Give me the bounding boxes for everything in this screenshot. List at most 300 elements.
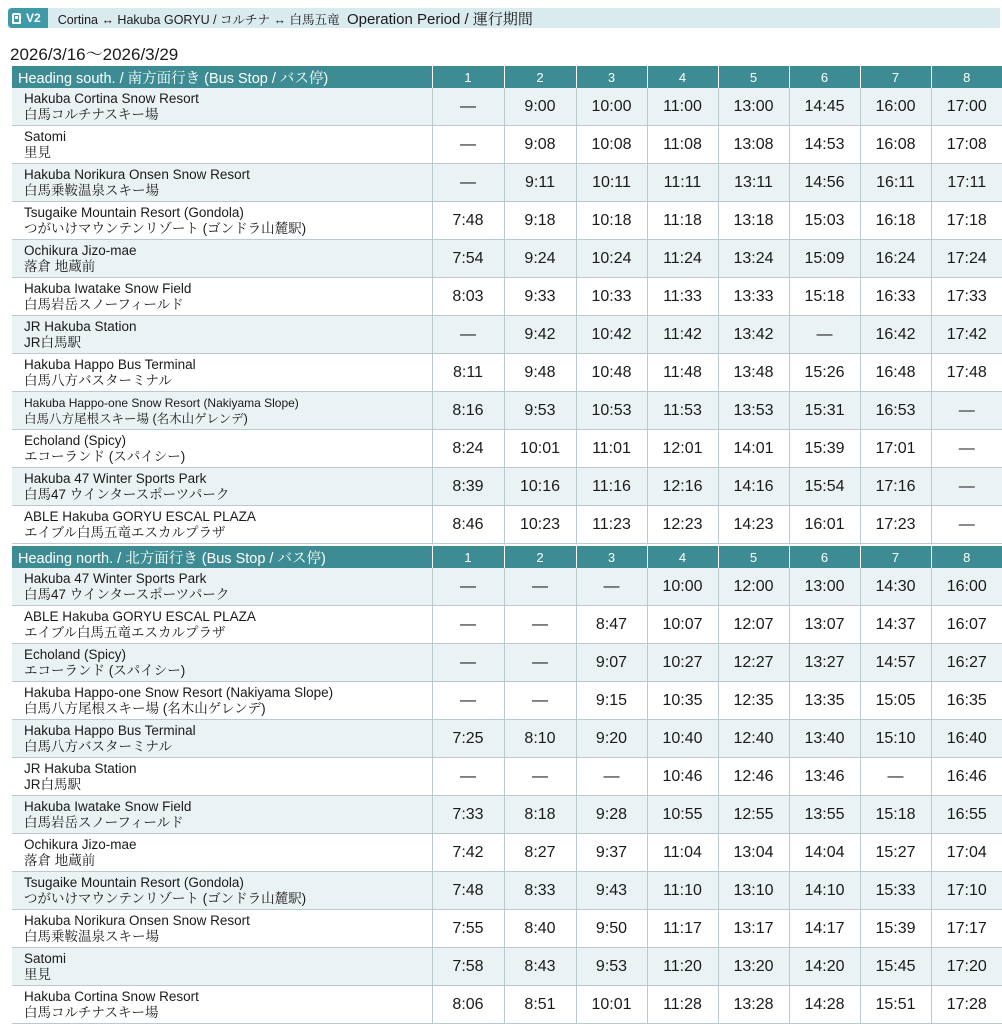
departure-time: 13:07: [789, 606, 860, 644]
timetable-row: [12, 164, 1002, 202]
bus-stop-name-en: Tsugaike Mountain Resort (Gondola): [24, 874, 244, 890]
bus-stop-name-ja: 白馬岩岳スノーフィールド: [24, 296, 184, 312]
trip-number-header: 8: [931, 66, 1002, 88]
departure-time: 11:10: [647, 872, 718, 910]
departure-time: 12:16: [647, 468, 718, 506]
departure-time: 9:24: [504, 240, 576, 278]
timetable-row: [12, 910, 1002, 948]
northbound-timetable: [12, 546, 1002, 1024]
trip-number-header: 5: [718, 66, 789, 88]
departure-time: 16:08: [860, 126, 931, 164]
departure-time: 17:08: [931, 126, 1002, 164]
bus-stop-name: [12, 568, 432, 606]
timetable-row: [12, 202, 1002, 240]
departure-time: 14:45: [789, 88, 860, 126]
departure-time: 10:35: [647, 682, 718, 720]
timetable-row: [12, 88, 1002, 126]
departure-time: 14:23: [718, 506, 789, 544]
departure-time: 15:54: [789, 468, 860, 506]
departure-time: —: [432, 126, 504, 164]
departure-time: 15:45: [860, 948, 931, 986]
bus-stop-name-ja: 落倉 地蔵前: [24, 852, 96, 868]
timetable-row: [12, 606, 1002, 644]
departure-time: 17:00: [931, 88, 1002, 126]
bus-stop-name-ja: エイブル白馬五竜エスカルプラザ: [24, 524, 226, 540]
departure-time: 15:31: [789, 392, 860, 430]
departure-time: 10:40: [647, 720, 718, 758]
departure-time: 15:33: [860, 872, 931, 910]
route-header-bar: [8, 8, 1000, 28]
trip-number-header: 5: [718, 546, 789, 568]
departure-time: 14:01: [718, 430, 789, 468]
departure-time: 8:18: [504, 796, 576, 834]
departure-time: —: [931, 430, 1002, 468]
bus-stop-name-en: Ochikura Jizo-mae: [24, 836, 137, 852]
bus-stop-name-ja: JR白馬駅: [24, 776, 81, 792]
trip-number-header: 2: [504, 66, 576, 88]
departure-time: 11:48: [647, 354, 718, 392]
departure-time: 9:43: [576, 872, 647, 910]
departure-time: 12:40: [718, 720, 789, 758]
departure-time: 11:16: [576, 468, 647, 506]
departure-time: 9:37: [576, 834, 647, 872]
departure-time: 13:27: [789, 644, 860, 682]
departure-time: —: [576, 758, 647, 796]
bus-stop-name: [12, 506, 432, 544]
departure-time: —: [432, 758, 504, 796]
departure-time: 12:23: [647, 506, 718, 544]
direction-heading: Heading south. / 南方面行き (Bus Stop / バス停): [12, 66, 432, 88]
bus-stop-name: [12, 682, 432, 720]
departure-time: —: [432, 644, 504, 682]
trip-number-header: 1: [432, 66, 504, 88]
bus-stop-name-ja: 白馬岩岳スノーフィールド: [24, 814, 184, 830]
departure-time: 10:53: [576, 392, 647, 430]
bus-stop-name-ja: 白馬47 ウインタースポーツパーク: [24, 586, 230, 602]
departure-time: 9:15: [576, 682, 647, 720]
departure-time: 17:04: [931, 834, 1002, 872]
bus-stop-name-en: JR Hakuba Station: [24, 760, 137, 776]
departure-time: 9:28: [576, 796, 647, 834]
departure-time: 14:04: [789, 834, 860, 872]
departure-time: 15:10: [860, 720, 931, 758]
bus-stop-name: [12, 986, 432, 1024]
departure-time: 14:16: [718, 468, 789, 506]
departure-time: 17:16: [860, 468, 931, 506]
departure-time: 11:24: [647, 240, 718, 278]
trip-number-header: 8: [931, 546, 1002, 568]
departure-time: 10:24: [576, 240, 647, 278]
bus-stop-name: [12, 202, 432, 240]
bus-stop-name-ja: JR白馬駅: [24, 334, 81, 350]
departure-time: 10:07: [647, 606, 718, 644]
departure-time: 9:07: [576, 644, 647, 682]
departure-time: 16:00: [931, 568, 1002, 606]
departure-time: 8:33: [504, 872, 576, 910]
departure-time: 13:28: [718, 986, 789, 1024]
departure-time: 15:27: [860, 834, 931, 872]
departure-time: 7:54: [432, 240, 504, 278]
trip-number-header: 4: [647, 546, 718, 568]
bus-stop-name: [12, 126, 432, 164]
departure-time: 9:20: [576, 720, 647, 758]
bus-stop-name: [12, 88, 432, 126]
bus-stop-name-en: Hakuba Norikura Onsen Snow Resort: [24, 166, 250, 182]
bus-stop-name: [12, 392, 432, 430]
departure-time: 15:09: [789, 240, 860, 278]
departure-time: 16:33: [860, 278, 931, 316]
departure-time: 15:05: [860, 682, 931, 720]
departure-time: 15:18: [860, 796, 931, 834]
departure-time: 14:17: [789, 910, 860, 948]
departure-time: 16:48: [860, 354, 931, 392]
departure-time: 7:55: [432, 910, 504, 948]
departure-time: 10:01: [576, 986, 647, 1024]
departure-time: 16:42: [860, 316, 931, 354]
bus-stop-name-en: Echoland (Spicy): [24, 432, 127, 448]
departure-time: 7:25: [432, 720, 504, 758]
route-title: [58, 8, 533, 29]
departure-time: 17:01: [860, 430, 931, 468]
departure-time: 14:56: [789, 164, 860, 202]
departure-time: —: [504, 682, 576, 720]
bus-stop-name-ja: 白馬コルチナスキー場: [24, 1004, 159, 1020]
departure-time: 13:11: [718, 164, 789, 202]
bus-stop-name-en: JR Hakuba Station: [24, 318, 137, 334]
departure-time: 14:28: [789, 986, 860, 1024]
bus-icon: [12, 13, 21, 24]
departure-time: 7:42: [432, 834, 504, 872]
departure-time: —: [504, 568, 576, 606]
departure-time: 14:20: [789, 948, 860, 986]
bus-stop-name-en: Ochikura Jizo-mae: [24, 242, 137, 258]
departure-time: 9:48: [504, 354, 576, 392]
departure-time: 8:40: [504, 910, 576, 948]
departure-time: 12:00: [718, 568, 789, 606]
trip-number-header: 6: [789, 546, 860, 568]
timetable-row: [12, 644, 1002, 682]
departure-time: 15:18: [789, 278, 860, 316]
departure-time: 8:39: [432, 468, 504, 506]
departure-time: —: [789, 316, 860, 354]
departure-time: 15:03: [789, 202, 860, 240]
timetable-row: [12, 796, 1002, 834]
bus-stop-name: [12, 316, 432, 354]
bus-stop-name-ja: つがいけマウンテンリゾート (ゴンドラ山麓駅): [24, 890, 307, 906]
departure-time: —: [432, 682, 504, 720]
bus-stop-name-ja: 白馬乗鞍温泉スキー場: [24, 928, 159, 944]
departure-time: 10:42: [576, 316, 647, 354]
bus-stop-name: [12, 164, 432, 202]
departure-time: 13:00: [789, 568, 860, 606]
timetable-row: [12, 834, 1002, 872]
departure-time: 8:43: [504, 948, 576, 986]
bus-stop-name-en: Hakuba Norikura Onsen Snow Resort: [24, 912, 250, 928]
bus-stop-name-en: Hakuba Happo-one Snow Resort (Nakiyama Slope): [24, 395, 299, 410]
bus-stop-name-en: Hakuba Cortina Snow Resort: [24, 988, 199, 1004]
departure-time: —: [504, 606, 576, 644]
departure-time: 7:48: [432, 872, 504, 910]
departure-time: 7:33: [432, 796, 504, 834]
departure-time: 14:53: [789, 126, 860, 164]
bus-stop-name: [12, 430, 432, 468]
bus-stop-name: [12, 278, 432, 316]
departure-time: 14:37: [860, 606, 931, 644]
departure-time: 9:53: [504, 392, 576, 430]
timetable-row: [12, 392, 1002, 430]
bus-stop-name-en: Hakuba 47 Winter Sports Park: [24, 470, 207, 486]
departure-time: 17:48: [931, 354, 1002, 392]
departure-time: 17:28: [931, 986, 1002, 1024]
departure-time: 11:08: [647, 126, 718, 164]
timetable-row: [12, 872, 1002, 910]
timetable-row: [12, 278, 1002, 316]
bus-stop-name-en: Hakuba Iwatake Snow Field: [24, 798, 192, 814]
departure-time: 17:33: [931, 278, 1002, 316]
departure-time: 16:01: [789, 506, 860, 544]
departure-time: 8:27: [504, 834, 576, 872]
bus-stop-name: [12, 354, 432, 392]
departure-time: 13:00: [718, 88, 789, 126]
departure-time: —: [576, 568, 647, 606]
timetable-row: [12, 568, 1002, 606]
bus-stop-name: [12, 948, 432, 986]
departure-time: 12:46: [718, 758, 789, 796]
departure-time: 8:51: [504, 986, 576, 1024]
timetable-row: [12, 240, 1002, 278]
departure-time: 10:16: [504, 468, 576, 506]
departure-time: 13:24: [718, 240, 789, 278]
departure-time: 9:18: [504, 202, 576, 240]
southbound-timetable: [12, 66, 1002, 544]
departure-time: 16:27: [931, 644, 1002, 682]
departure-time: 16:11: [860, 164, 931, 202]
departure-time: 17:20: [931, 948, 1002, 986]
departure-time: 9:50: [576, 910, 647, 948]
bus-stop-name: [12, 910, 432, 948]
departure-time: 17:23: [860, 506, 931, 544]
departure-time: 13:46: [789, 758, 860, 796]
departure-time: 13:17: [718, 910, 789, 948]
bus-stop-name-en: Hakuba Iwatake Snow Field: [24, 280, 192, 296]
trip-number-header: 7: [860, 546, 931, 568]
departure-time: 17:10: [931, 872, 1002, 910]
departure-time: 10:27: [647, 644, 718, 682]
departure-time: 13:48: [718, 354, 789, 392]
trip-number-header: 7: [860, 66, 931, 88]
bus-stop-name-ja: 里見: [24, 966, 51, 982]
bus-stop-name-ja: 白馬乗鞍温泉スキー場: [24, 182, 159, 198]
departure-time: 9:00: [504, 88, 576, 126]
departure-time: 12:01: [647, 430, 718, 468]
departure-time: —: [432, 88, 504, 126]
bus-stop-name-en: Hakuba Happo-one Snow Resort (Nakiyama Slope): [24, 684, 334, 700]
direction-heading: Heading north. / 北方面行き (Bus Stop / バス停): [12, 546, 432, 568]
departure-time: 13:53: [718, 392, 789, 430]
departure-time: 10:00: [647, 568, 718, 606]
timetable-row: [12, 430, 1002, 468]
departure-time: —: [860, 758, 931, 796]
departure-time: 11:01: [576, 430, 647, 468]
departure-time: 10:33: [576, 278, 647, 316]
timetable-row: [12, 354, 1002, 392]
bus-stop-name-ja: 白馬コルチナスキー場: [24, 106, 159, 122]
departure-time: 17:11: [931, 164, 1002, 202]
timetable-row: [12, 682, 1002, 720]
bus-stop-name-en: Hakuba 47 Winter Sports Park: [24, 570, 207, 586]
bus-stop-name-en: Hakuba Happo Bus Terminal: [24, 722, 196, 738]
departure-time: 10:46: [647, 758, 718, 796]
departure-time: 13:20: [718, 948, 789, 986]
departure-time: 16:35: [931, 682, 1002, 720]
departure-time: 13:18: [718, 202, 789, 240]
route-badge: [8, 8, 48, 28]
departure-time: 15:39: [789, 430, 860, 468]
bus-stop-name: [12, 240, 432, 278]
departure-time: 14:57: [860, 644, 931, 682]
bus-stop-name-ja: つがいけマウンテンリゾート (ゴンドラ山麓駅): [24, 220, 307, 236]
bus-stop-name-en: ABLE Hakuba GORYU ESCAL PLAZA: [24, 608, 256, 624]
route-name: Cortina ↔ Hakuba GORYU / コルチナ ↔ 白馬五竜: [57, 12, 340, 27]
bus-stop-name-ja: エイブル白馬五竜エスカルプラザ: [24, 624, 226, 640]
departure-time: 11:53: [647, 392, 718, 430]
bus-stop-name-en: Hakuba Cortina Snow Resort: [24, 90, 199, 106]
departure-time: 11:18: [647, 202, 718, 240]
departure-time: 16:40: [931, 720, 1002, 758]
departure-time: 13:55: [789, 796, 860, 834]
departure-time: —: [504, 644, 576, 682]
departure-time: 9:42: [504, 316, 576, 354]
departure-time: 8:47: [576, 606, 647, 644]
departure-time: 15:51: [860, 986, 931, 1024]
departure-time: 10:23: [504, 506, 576, 544]
departure-time: 10:11: [576, 164, 647, 202]
trip-number-header: 1: [432, 546, 504, 568]
departure-time: 8:06: [432, 986, 504, 1024]
departure-time: 17:17: [931, 910, 1002, 948]
departure-time: 10:01: [504, 430, 576, 468]
trip-number-header: 6: [789, 66, 860, 88]
departure-time: 12:35: [718, 682, 789, 720]
trip-number-header: 3: [576, 546, 647, 568]
bus-stop-name: [12, 606, 432, 644]
departure-time: 9:53: [576, 948, 647, 986]
departure-time: 13:42: [718, 316, 789, 354]
trip-number-header: 4: [647, 66, 718, 88]
departure-time: 16:53: [860, 392, 931, 430]
timetable-header-row: [12, 546, 1002, 568]
timetable-header-row: [12, 66, 1002, 88]
departure-time: 11:00: [647, 88, 718, 126]
departure-time: 8:03: [432, 278, 504, 316]
date-range: 2026/3/16〜2026/3/29: [10, 45, 179, 64]
bus-stop-name: [12, 796, 432, 834]
departure-time: 12:27: [718, 644, 789, 682]
departure-time: —: [931, 506, 1002, 544]
trip-number-header: 3: [576, 66, 647, 88]
bus-stop-name-en: ABLE Hakuba GORYU ESCAL PLAZA: [24, 508, 256, 524]
departure-time: 8:16: [432, 392, 504, 430]
departure-time: 12:55: [718, 796, 789, 834]
timetable-row: [12, 986, 1002, 1024]
departure-time: 16:55: [931, 796, 1002, 834]
departure-time: 15:39: [860, 910, 931, 948]
departure-time: —: [931, 392, 1002, 430]
bus-stop-name-ja: 白馬八方バスターミナル: [24, 372, 172, 388]
departure-time: 10:55: [647, 796, 718, 834]
departure-time: 7:48: [432, 202, 504, 240]
departure-time: 9:33: [504, 278, 576, 316]
timetable-row: [12, 468, 1002, 506]
departure-time: 8:24: [432, 430, 504, 468]
departure-time: —: [432, 606, 504, 644]
timetable-row: [12, 758, 1002, 796]
departure-time: 10:18: [576, 202, 647, 240]
bus-stop-name-ja: 白馬八方尾根スキー場 (名木山ゲレンデ): [24, 411, 248, 426]
timetable-row: [12, 720, 1002, 758]
bus-stop-name-ja: 白馬47 ウインタースポーツパーク: [24, 486, 230, 502]
departure-time: 16:24: [860, 240, 931, 278]
bus-stop-name-ja: エコーランド (スパイシー): [24, 448, 186, 464]
departure-time: —: [432, 568, 504, 606]
bus-stop-name-ja: 里見: [24, 144, 51, 160]
bus-stop-name-en: Satomi: [24, 128, 67, 144]
departure-time: 13:40: [789, 720, 860, 758]
bus-stop-name-ja: 白馬八方バスターミナル: [24, 738, 172, 754]
departure-time: 15:26: [789, 354, 860, 392]
timetable-row: [12, 126, 1002, 164]
departure-time: 14:10: [789, 872, 860, 910]
bus-stop-name-en: Echoland (Spicy): [24, 646, 127, 662]
departure-time: 11:23: [576, 506, 647, 544]
bus-stop-name: [12, 834, 432, 872]
bus-stop-name-ja: エコーランド (スパイシー): [24, 662, 186, 678]
departure-time: 8:10: [504, 720, 576, 758]
bus-stop-name-ja: 白馬八方尾根スキー場 (名木山ゲレンデ): [24, 700, 266, 716]
route-code: V2: [26, 11, 41, 25]
departure-time: 10:00: [576, 88, 647, 126]
bus-stop-name-ja: 落倉 地蔵前: [24, 258, 96, 274]
departure-time: 11:11: [647, 164, 718, 202]
operation-period-label: Operation Period / 運行期間: [346, 10, 533, 28]
departure-time: 16:46: [931, 758, 1002, 796]
departure-time: 11:28: [647, 986, 718, 1024]
departure-time: 10:48: [576, 354, 647, 392]
bus-stop-name: [12, 468, 432, 506]
departure-time: 16:07: [931, 606, 1002, 644]
departure-time: —: [432, 316, 504, 354]
departure-time: 17:18: [931, 202, 1002, 240]
bus-stop-name: [12, 720, 432, 758]
departure-time: 9:11: [504, 164, 576, 202]
departure-time: 8:46: [432, 506, 504, 544]
departure-time: 17:24: [931, 240, 1002, 278]
departure-time: 16:00: [860, 88, 931, 126]
departure-time: 14:30: [860, 568, 931, 606]
departure-time: 12:07: [718, 606, 789, 644]
departure-time: 13:08: [718, 126, 789, 164]
departure-time: 7:58: [432, 948, 504, 986]
bus-stop-name: [12, 644, 432, 682]
bus-stop-name-en: Tsugaike Mountain Resort (Gondola): [24, 204, 244, 220]
bus-stop-name-en: Hakuba Happo Bus Terminal: [24, 356, 196, 372]
timetable-row: [12, 316, 1002, 354]
departure-time: 17:42: [931, 316, 1002, 354]
departure-time: —: [504, 758, 576, 796]
departure-time: 10:08: [576, 126, 647, 164]
bus-stop-name: [12, 872, 432, 910]
departure-time: —: [931, 468, 1002, 506]
